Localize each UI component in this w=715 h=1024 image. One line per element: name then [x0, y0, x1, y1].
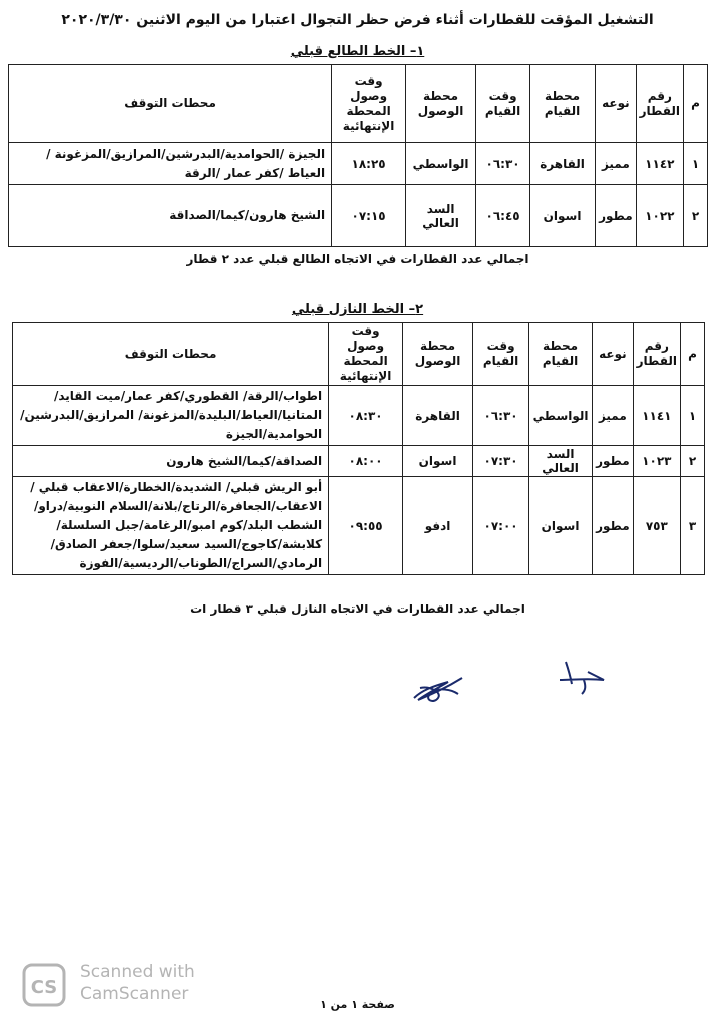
col-departure-time: وقت القيام: [476, 65, 530, 143]
section-1-table: [8, 64, 708, 247]
col-stops: محطات التوقف: [9, 65, 332, 143]
col-arrival-station: محطة الوصول: [406, 65, 476, 143]
watermark-line-2: CamScanner: [80, 984, 189, 1004]
col-departure-station: محطة القيام: [530, 65, 596, 143]
table-header-row: [9, 65, 708, 143]
page-title: [40, 10, 675, 30]
signature-right-icon: [556, 658, 612, 698]
col-index: م: [684, 65, 708, 143]
watermark-line-1: Scanned with: [80, 962, 195, 982]
section-1-heading: ١– الخط الطالع قبلي: [290, 44, 425, 59]
col-arrival-time: وقت وصول المحطة الإنتهائية: [332, 65, 406, 143]
table-row: ١ ١١٤١ مميز الواسطي ٠٦:٣٠ القاهرة ٠٨:٣٠ اطواب/الرقة/ القطوري/كفر عمار/ميت القايد/المتانيا/العياط/البليدة/المزغونة/ المرازيق/البدرشين/الحوامدية/الجيزة: [13, 386, 705, 446]
section-2-table: [12, 322, 705, 575]
page-number: صفحة ١ من ١: [320, 998, 395, 1011]
col-train-number: رقم القطار: [636, 65, 683, 143]
table-row: ١ ١١٤٢ مميز القاهرة ٠٦:٣٠ الواسطي ١٨:٢٥ الجيزة /الحوامدية/البدرشين/المرازيق/المزغونة /العياط /كفر عمار /الرقة: [9, 143, 708, 185]
section-1-total: اجمالي عدد القطارات في الاتجاه الطالع قبلي عدد ٢ قطار: [186, 252, 529, 266]
signature-left-icon: [408, 668, 470, 708]
title-text: التشغيل المؤقت للقطارات أثناء فرض حظر التجوال اعتبارا من اليوم الاثنين ٢٠٢٠/٣/٣٠: [61, 12, 654, 28]
table-row: ٢ ١٠٢٣ مطور السد العالي ٠٧:٣٠ اسوان ٠٨:٠٠ الصداقة/كيما/الشيخ هارون: [13, 446, 705, 477]
table-row: ٢ ١٠٢٢ مطور اسوان ٠٦:٤٥ السد العالي ٠٧:١٥ الشيخ هارون/كيما/الصداقة: [9, 185, 708, 247]
svg-text:CS: CS: [30, 977, 58, 998]
section-2-total: اجمالي عدد القطارات في الاتجاه النازل قبلي ٣ قطار ات: [190, 602, 525, 616]
section-2-heading: ٢– الخط النازل قبلي: [291, 302, 424, 317]
table-header-row: م رقم القطار نوعه محطة القيام وقت القيام محطة الوصول وقت وصول المحطة الإنتهائية محطات التوقف: [13, 323, 705, 386]
table-row: ٣ ٧٥٣ مطور اسوان ٠٧:٠٠ ادفو ٠٩:٥٥ أبو الريش قبلي/ الشديدة/الخطارة/الاعقاب قبلي /الاعقاب/الجعافرة/الرتاج/بلانة/السلام النوبية/دراو/الشطب البلد/كوم امبو/الرغامة/جبل السلسلة/كلابشة/كاجوج/السيد سعيد/سلوا/جعفر الصادق/الرمادي/السراج/الطوناب/الرديسية/الفوزة: [13, 477, 705, 575]
col-type: نوعه: [596, 65, 637, 143]
